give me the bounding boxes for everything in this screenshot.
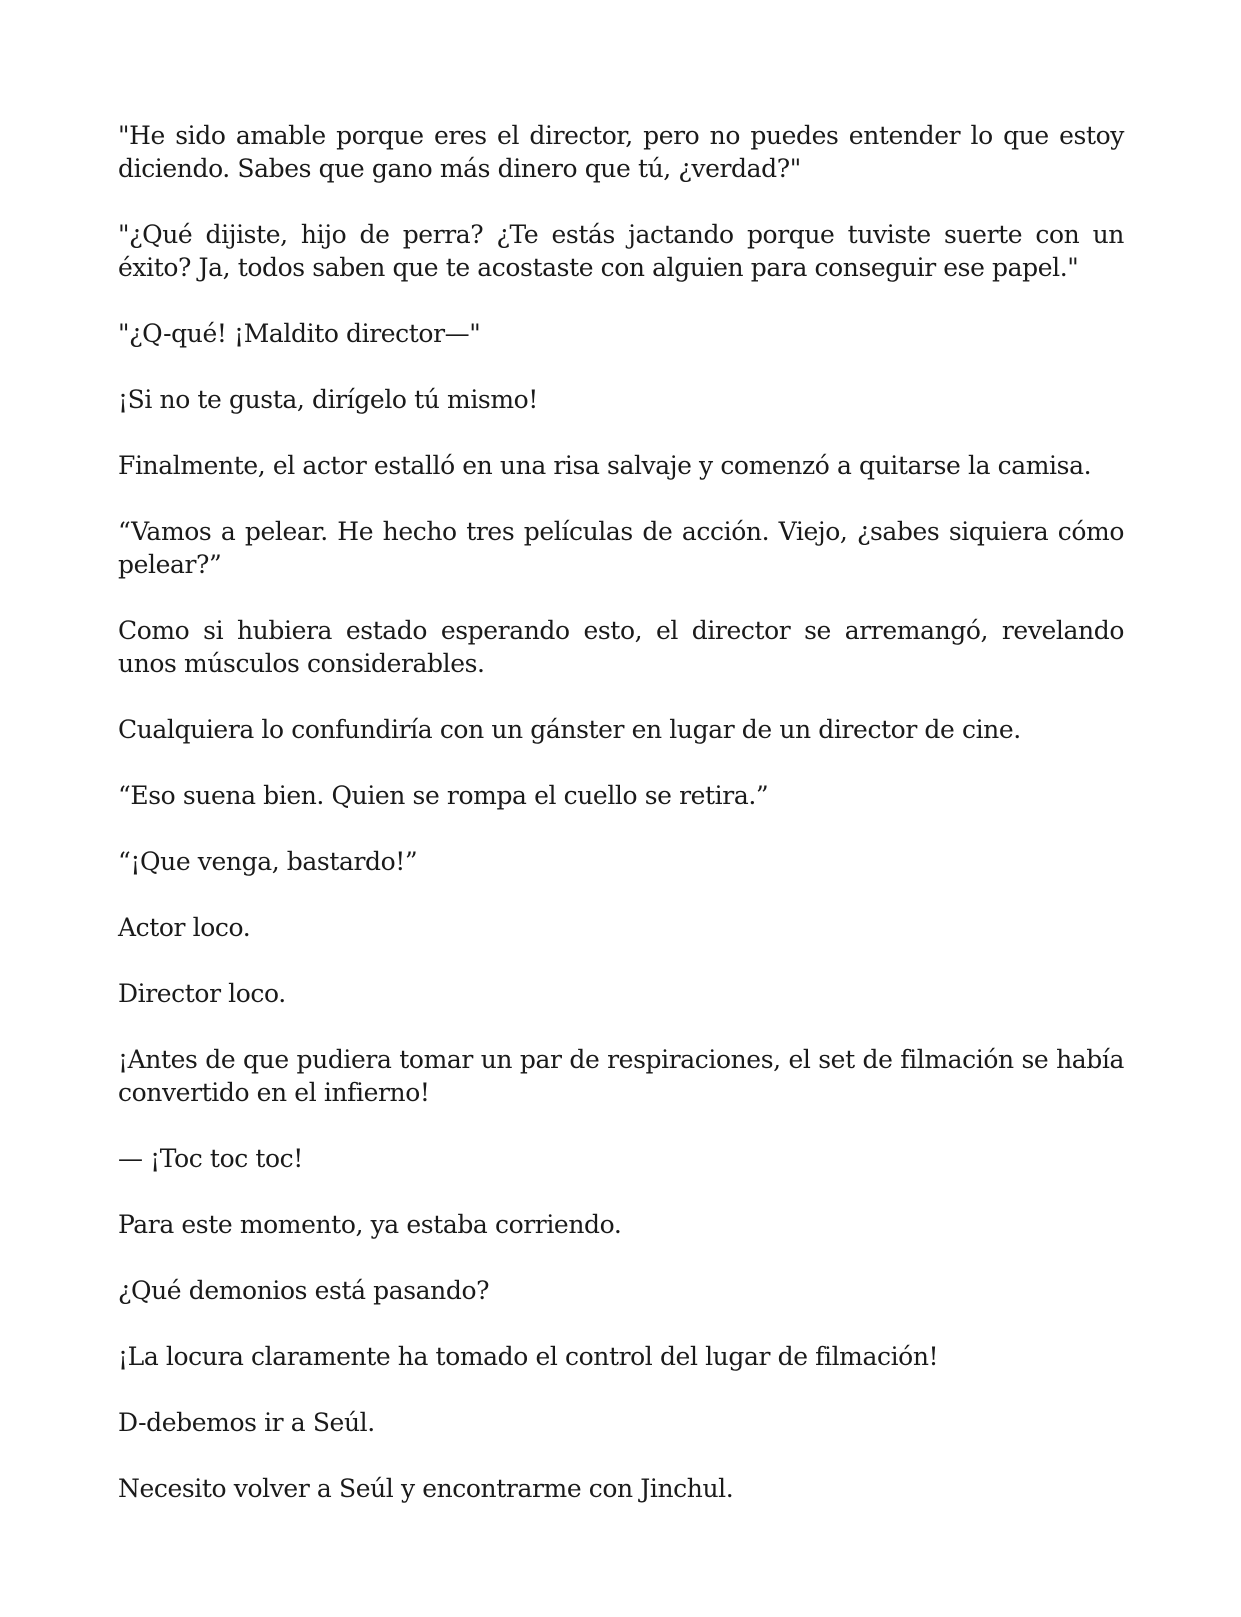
paragraph-16: ¿Qué demonios está pasando? bbox=[118, 1276, 490, 1305]
paragraph-7: Como si hubiera estado esperando esto, el director se arremangó, revelando unos músculos considerables. bbox=[118, 616, 1124, 678]
paragraph-9: “Eso suena bien. Quien se rompa el cuello se retira.” bbox=[118, 781, 769, 810]
paragraph-4: ¡Si no te gusta, dirígelo tú mismo! bbox=[118, 385, 538, 414]
paragraph-3: "¿Q-qué! ¡Maldito director—" bbox=[118, 319, 481, 348]
paragraph-1: "He sido amable porque eres el director, pero no puedes entender lo que estoy diciendo. Sabes que gano más dinero que tú, ¿verdad?" bbox=[118, 121, 1124, 183]
paragraph-2: "¿Qué dijiste, hijo de perra? ¿Te estás jactando porque tuviste suerte con un éxito? Ja, todos saben que te acostaste con alguien para conseguir ese papel." bbox=[118, 220, 1124, 282]
paragraph-8: Cualquiera lo confundiría con un gánster en lugar de un director de cine. bbox=[118, 715, 1021, 744]
paragraph-14: — ¡Toc toc toc! bbox=[118, 1144, 303, 1173]
document-body bbox=[118, 119, 1124, 1538]
paragraph-11: Actor loco. bbox=[118, 913, 251, 942]
paragraph-12: Director loco. bbox=[118, 979, 286, 1008]
paragraph-13: ¡Antes de que pudiera tomar un par de respiraciones, el set de filmación se había convertido en el infierno! bbox=[118, 1045, 1124, 1107]
paragraph-5: Finalmente, el actor estalló en una risa salvaje y comenzó a quitarse la camisa. bbox=[118, 451, 1092, 480]
paragraph-19: Necesito volver a Seúl y encontrarme con Jinchul. bbox=[118, 1474, 734, 1503]
paragraph-15: Para este momento, ya estaba corriendo. bbox=[118, 1210, 622, 1239]
paragraph-18: D-debemos ir a Seúl. bbox=[118, 1408, 375, 1437]
paragraph-10: “¡Que venga, bastardo!” bbox=[118, 847, 418, 876]
paragraph-6: “Vamos a pelear. He hecho tres películas de acción. Viejo, ¿sabes siquiera cómo pelear?” bbox=[118, 517, 1124, 579]
paragraph-17: ¡La locura claramente ha tomado el control del lugar de filmación! bbox=[118, 1342, 939, 1371]
